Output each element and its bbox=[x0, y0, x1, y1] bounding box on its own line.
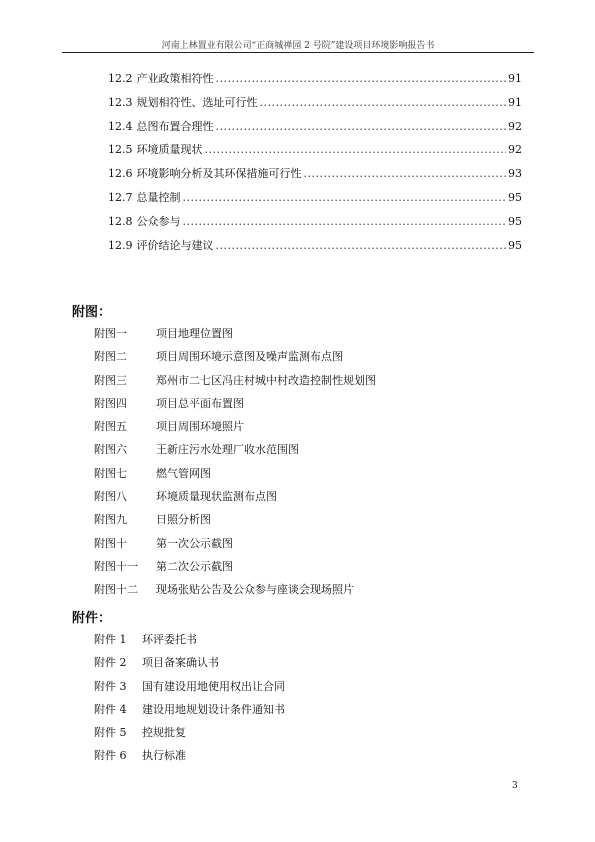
figure-label: 附图六 bbox=[94, 443, 127, 457]
figure-label: 附图十 bbox=[94, 536, 127, 550]
toc-page: 93 bbox=[508, 167, 522, 181]
header-title: 河南上林置业有限公司“正商城禅园 2 号院”建设项目环境影响报告书 bbox=[161, 41, 435, 51]
toc-page: 91 bbox=[508, 72, 522, 85]
toc-title: 环境影响分析及其环保措施可行性 bbox=[136, 167, 302, 181]
toc-page: 91 bbox=[508, 95, 522, 109]
toc-leader bbox=[183, 215, 507, 228]
attachment-title: 项目备案确认书 bbox=[142, 656, 219, 670]
toc-leader bbox=[205, 143, 507, 156]
toc-number: 12.7 bbox=[108, 190, 133, 204]
toc-number: 12.4 bbox=[108, 119, 133, 133]
toc-number: 12.5 bbox=[108, 143, 133, 157]
toc-title: 总图布置合理性 bbox=[136, 119, 214, 133]
figure-item bbox=[94, 558, 376, 581]
attachment-title: 国有建设用地使用权出让合同 bbox=[142, 679, 285, 693]
attachment-item bbox=[94, 654, 285, 677]
attachment-item bbox=[94, 724, 285, 747]
toc-page: 92 bbox=[508, 119, 522, 133]
attachment-label: 附件 1 bbox=[94, 633, 127, 646]
attachment-title: 执行标准 bbox=[142, 749, 186, 763]
figure-item bbox=[94, 488, 376, 511]
toc-number: 12.3 bbox=[108, 95, 133, 109]
figure-title: 王新庄污水处理厂收水范围图 bbox=[156, 443, 299, 457]
figure-label: 附图十二 bbox=[94, 583, 138, 597]
toc-leader bbox=[183, 191, 507, 204]
figure-item bbox=[94, 535, 376, 558]
figure-label: 附图七 bbox=[94, 466, 127, 480]
figure-item bbox=[94, 511, 376, 534]
figure-label: 附图九 bbox=[94, 513, 127, 527]
figure-title: 项目周围环境照片 bbox=[156, 420, 244, 434]
toc-entry[interactable] bbox=[108, 165, 522, 189]
toc-title: 总量控制 bbox=[136, 190, 181, 204]
attachment-item bbox=[94, 701, 285, 724]
attachment-label: 附件 5 bbox=[94, 726, 127, 740]
figure-item bbox=[94, 441, 376, 464]
figure-label: 附图一 bbox=[94, 327, 127, 340]
figure-label: 附图四 bbox=[94, 396, 127, 410]
figures-list bbox=[94, 325, 376, 605]
attachment-item bbox=[94, 747, 285, 770]
attachment-item bbox=[94, 631, 285, 654]
attachments-heading: 附件： bbox=[72, 611, 112, 626]
toc-title: 环境质量现状 bbox=[136, 143, 203, 157]
toc-list bbox=[108, 70, 522, 260]
toc-entry[interactable] bbox=[108, 141, 522, 165]
toc-entry[interactable] bbox=[108, 70, 522, 94]
toc-page: 92 bbox=[508, 143, 522, 157]
figure-item bbox=[94, 581, 376, 604]
toc-leader bbox=[216, 72, 507, 85]
toc-entry[interactable] bbox=[108, 94, 522, 118]
figure-title: 项目地理位置图 bbox=[156, 327, 233, 340]
figure-label: 附图八 bbox=[94, 490, 127, 504]
figures-heading: 附图： bbox=[72, 305, 112, 320]
attachment-item bbox=[94, 678, 285, 701]
attachment-label: 附件 6 bbox=[94, 749, 127, 763]
figure-item bbox=[94, 348, 376, 371]
figure-item bbox=[94, 395, 376, 418]
figure-label: 附图五 bbox=[94, 420, 127, 434]
toc-leader bbox=[216, 120, 507, 133]
toc-title: 公众参与 bbox=[136, 214, 181, 228]
figure-title: 郑州市二七区冯庄村城中村改造控制性规划图 bbox=[156, 373, 376, 387]
attachment-title: 建设用地规划设计条件通知书 bbox=[142, 702, 285, 716]
toc-entry[interactable] bbox=[108, 237, 522, 261]
figure-title: 项目周围环境示意图及噪声监测布点图 bbox=[156, 350, 343, 364]
figure-item bbox=[94, 418, 376, 441]
attachment-title: 环评委托书 bbox=[142, 633, 197, 646]
figure-item bbox=[94, 372, 376, 395]
attachments-list bbox=[94, 631, 285, 771]
toc-page: 95 bbox=[508, 214, 522, 228]
attachment-title: 控规批复 bbox=[142, 726, 186, 740]
toc-leader bbox=[216, 239, 507, 252]
figure-title: 环境质量现状监测布点图 bbox=[156, 490, 277, 504]
toc-number: 12.6 bbox=[108, 167, 133, 181]
attachment-label: 附件 2 bbox=[94, 656, 127, 670]
toc-entry[interactable] bbox=[108, 213, 522, 237]
page-number: 3 bbox=[512, 781, 518, 791]
toc-title: 产业政策相符性 bbox=[136, 72, 214, 85]
figure-title: 第二次公示截图 bbox=[156, 559, 233, 573]
figure-item bbox=[94, 465, 376, 488]
attachment-label: 附件 3 bbox=[94, 679, 127, 693]
toc-page: 95 bbox=[508, 238, 522, 252]
attachment-label: 附件 4 bbox=[94, 702, 127, 716]
toc-entry[interactable] bbox=[108, 118, 522, 142]
header-rule bbox=[62, 52, 534, 53]
figure-title: 项目总平面布置图 bbox=[156, 396, 244, 410]
toc-page: 95 bbox=[508, 190, 522, 204]
figure-title: 燃气管网图 bbox=[156, 466, 211, 480]
figure-title: 现场张贴公告及公众参与座谈会现场照片 bbox=[156, 583, 354, 597]
toc-title: 规划相符性、选址可行性 bbox=[136, 95, 258, 109]
figure-item bbox=[94, 325, 376, 348]
toc-leader bbox=[304, 167, 507, 180]
toc-number: 12.9 bbox=[108, 238, 133, 252]
figure-label: 附图二 bbox=[94, 350, 127, 364]
figure-label: 附图三 bbox=[94, 373, 127, 387]
toc-number: 12.8 bbox=[108, 214, 133, 228]
figure-title: 第一次公示截图 bbox=[156, 536, 233, 550]
figure-label: 附图十一 bbox=[94, 559, 138, 573]
toc-title: 评价结论与建议 bbox=[136, 238, 214, 252]
toc-number: 12.2 bbox=[108, 72, 133, 85]
toc-leader bbox=[260, 96, 507, 109]
toc-entry[interactable] bbox=[108, 189, 522, 213]
figure-title: 日照分析图 bbox=[156, 513, 211, 527]
